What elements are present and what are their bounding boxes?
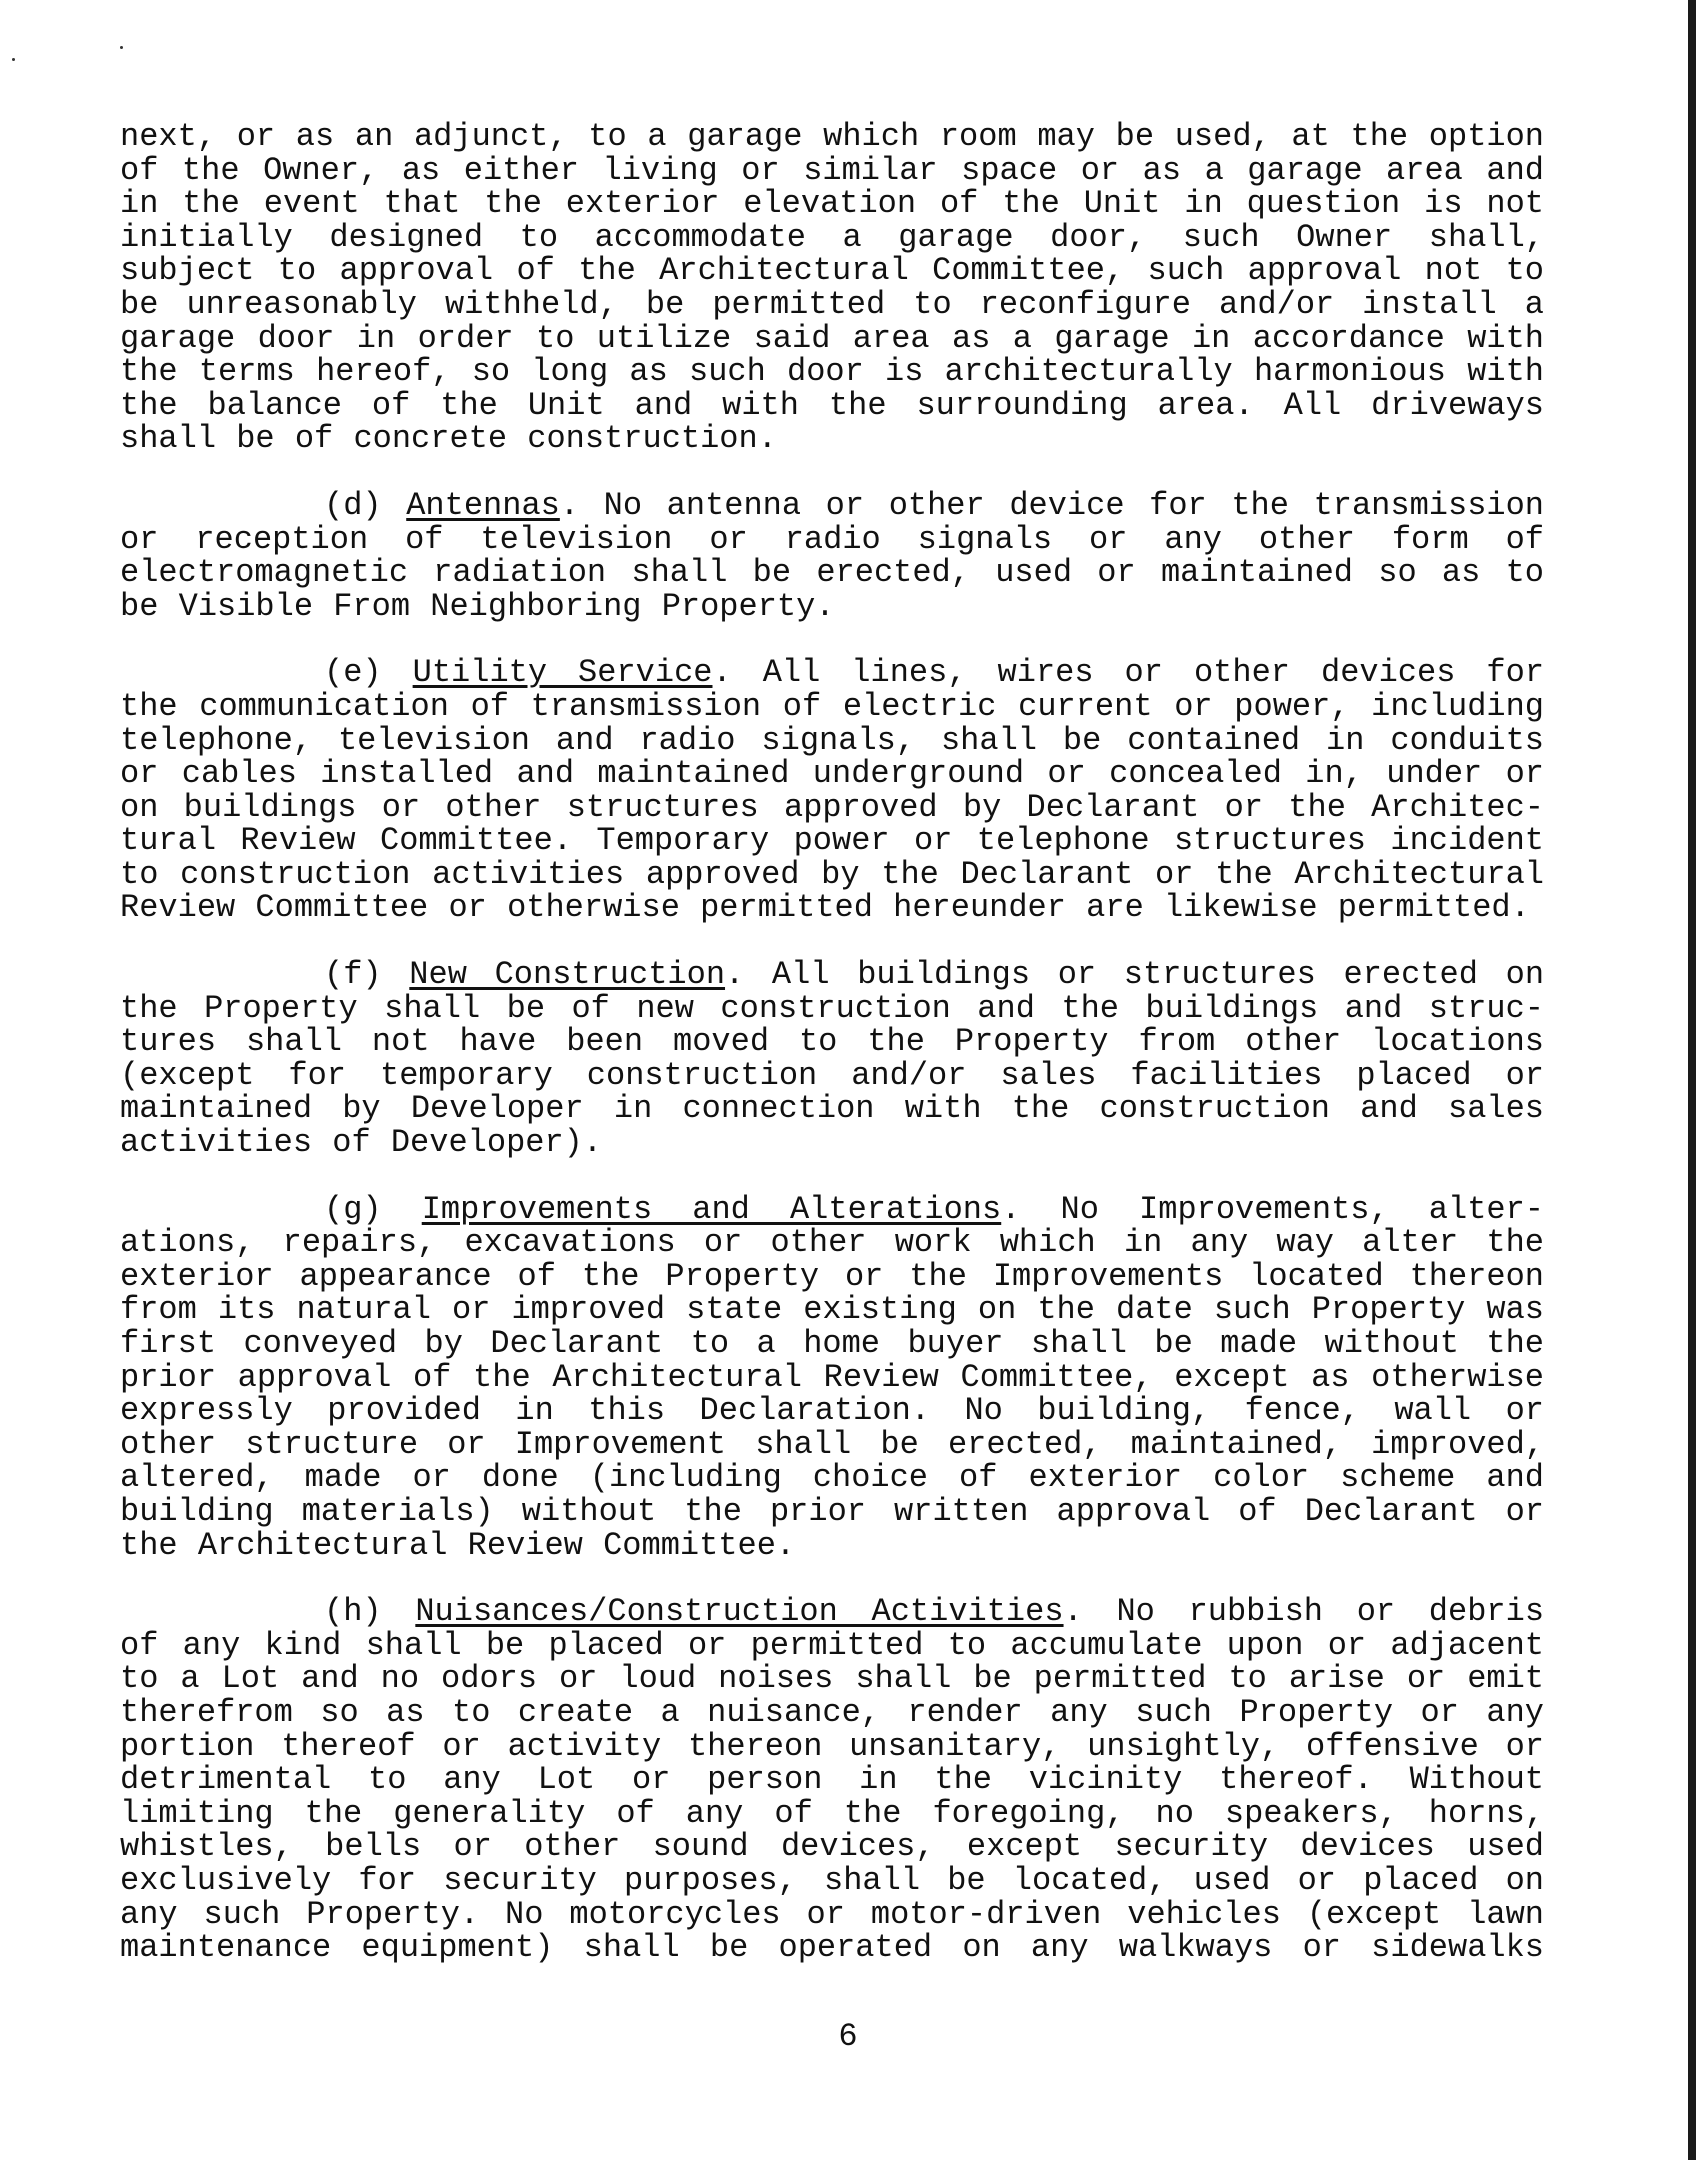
text-line: shall be of concrete construction. <box>120 422 777 456</box>
text-line: first conveyed by Declarant to a home buyer shall be made without the <box>120 1327 1544 1361</box>
text-line: the terms hereof, so long as such door is architecturally harmonious with <box>120 355 1544 389</box>
text-line: to a Lot and no odors or loud noises shall be permitted to arise or emit <box>120 1662 1544 1696</box>
scan-edge-shadow <box>1688 0 1696 2160</box>
text-line: the Architectural Review Committee. <box>120 1528 796 1563</box>
section-first-line-text: . All lines, wires or other devices for <box>712 656 1544 690</box>
scan-speck <box>12 58 15 61</box>
page-number: 6 <box>838 2018 858 2055</box>
paragraph-h <box>120 1595 1544 1965</box>
text-line: other structure or Improvement shall be erected, maintained, improved, <box>120 1427 1544 1462</box>
text-line: detrimental to any Lot or person in the vicinity thereof. Without <box>120 1763 1544 1797</box>
text-line: limiting the generality of any of the foregoing, no speakers, horns, <box>120 1796 1544 1831</box>
text-line: ations, repairs, excavations or other work which in any way alter the <box>120 1226 1544 1260</box>
text-line: of any kind shall be placed or permitted to accumulate upon or adjacent <box>120 1628 1544 1663</box>
text-line: in the event that the exterior elevation of the Unit in question is not <box>120 187 1544 221</box>
section-first-line-text: . All buildings or structures erected on <box>725 958 1544 992</box>
text-line: garage door in order to utilize said area as a garage in accordance with <box>120 321 1544 356</box>
section-first-line-text: . No antenna or other device for the transmission <box>559 488 1544 523</box>
paragraph-first-line <box>120 489 1544 523</box>
text-line: telephone, television and radio signals, shall be contained in conduits <box>120 723 1544 758</box>
text-line: the Property shall be of new construction and the buildings and struc- <box>120 991 1544 1026</box>
section-label: (f) <box>324 958 382 992</box>
text-line: tural Review Committee. Temporary power or telephone structures incident <box>120 824 1544 858</box>
text-line: prior approval of the Architectural Review Committee, except as otherwise <box>120 1360 1544 1395</box>
text-line: altered, made or done (including choice of exterior color scheme and <box>120 1461 1544 1495</box>
text-line: electromagnetic radiation shall be erected, used or maintained so as to <box>120 556 1544 590</box>
text-line: exterior appearance of the Property or the Improvements located thereon <box>120 1259 1544 1294</box>
paragraph-first-line <box>120 958 1544 992</box>
text-line: exclusively for security purposes, shall be located, used or placed on <box>120 1863 1544 1898</box>
paragraph-first-line <box>120 656 1544 690</box>
paragraph-first-line <box>120 1595 1544 1629</box>
text-line: whistles, bells or other sound devices, except security devices used <box>120 1830 1544 1864</box>
text-line: therefrom so as to create a nuisance, render any such Property or any <box>120 1695 1544 1730</box>
document-body <box>120 120 1544 1998</box>
text-line: on buildings or other structures approved by Declarant or the Architec- <box>120 790 1544 825</box>
paragraph-d <box>120 489 1544 623</box>
text-line: (except for temporary construction and/or sales facilities placed or <box>120 1058 1544 1093</box>
text-line: the communication of transmission of electric current or power, including <box>120 689 1544 724</box>
text-line: from its natural or improved state existing on the date such Property was <box>120 1293 1544 1327</box>
text-line: portion thereof or activity thereon unsanitary, unsightly, offensive or <box>120 1729 1544 1764</box>
section-heading: Antennas <box>406 488 560 523</box>
text-line: any such Property. No motorcycles or motor-driven vehicles (except lawn <box>120 1897 1544 1932</box>
text-line: to construction activities approved by the Declarant or the Architectural <box>120 857 1544 892</box>
paragraph-f <box>120 958 1544 1160</box>
section-label: (d) <box>324 488 382 523</box>
text-line: next, or as an adjunct, to a garage which room may be used, at the option <box>120 120 1544 154</box>
section-heading: Utility Service <box>412 656 713 690</box>
text-line: maintained by Developer in connection with the construction and sales <box>120 1092 1544 1127</box>
text-line: the balance of the Unit and with the surrounding area. All driveways <box>120 388 1544 423</box>
paragraph-e <box>120 656 1544 925</box>
section-label: (g) <box>324 1192 382 1227</box>
text-line: subject to approval of the Architectural Committee, such approval not to <box>120 254 1544 288</box>
text-line: Review Committee or otherwise permitted hereunder are likewise permitted. <box>120 891 1530 926</box>
text-line: initially designed to accommodate a garage door, such Owner shall, <box>120 220 1544 255</box>
text-line: be Visible From Neighboring Property. <box>120 589 835 624</box>
paragraph-g <box>120 1193 1544 1563</box>
text-line: expressly provided in this Declaration. No building, fence, wall or <box>120 1394 1544 1428</box>
section-first-line-text: . No rubbish or debris <box>1063 1595 1544 1629</box>
text-line: or reception of television or radio signals or any other form of <box>120 522 1544 557</box>
text-line: maintenance equipment) shall be operated on any walkways or sidewalks <box>120 1931 1544 1965</box>
paragraph-c-cont <box>120 120 1544 456</box>
paragraph-first-line <box>120 1193 1544 1227</box>
text-line: activities of Developer). <box>120 1126 603 1160</box>
text-line: building materials) without the prior written approval of Declarant or <box>120 1494 1544 1529</box>
text-line: be unreasonably withheld, be permitted to reconfigure and/or install a <box>120 287 1544 322</box>
text-line: or cables installed and maintained underground or concealed in, under or <box>120 757 1544 791</box>
section-heading: Improvements and Alterations <box>421 1192 1002 1227</box>
section-first-line-text: . No Improvements, alter- <box>1001 1192 1544 1227</box>
text-line: of the Owner, as either living or similar space or as a garage area and <box>120 153 1544 188</box>
section-heading: New Construction <box>409 958 726 992</box>
section-label: (e) <box>324 656 382 690</box>
scan-speck <box>120 46 123 49</box>
section-heading: Nuisances/Construction Activities <box>415 1595 1064 1629</box>
text-line: tures shall not have been moved to the Property from other locations <box>120 1025 1544 1059</box>
section-label: (h) <box>324 1595 382 1629</box>
